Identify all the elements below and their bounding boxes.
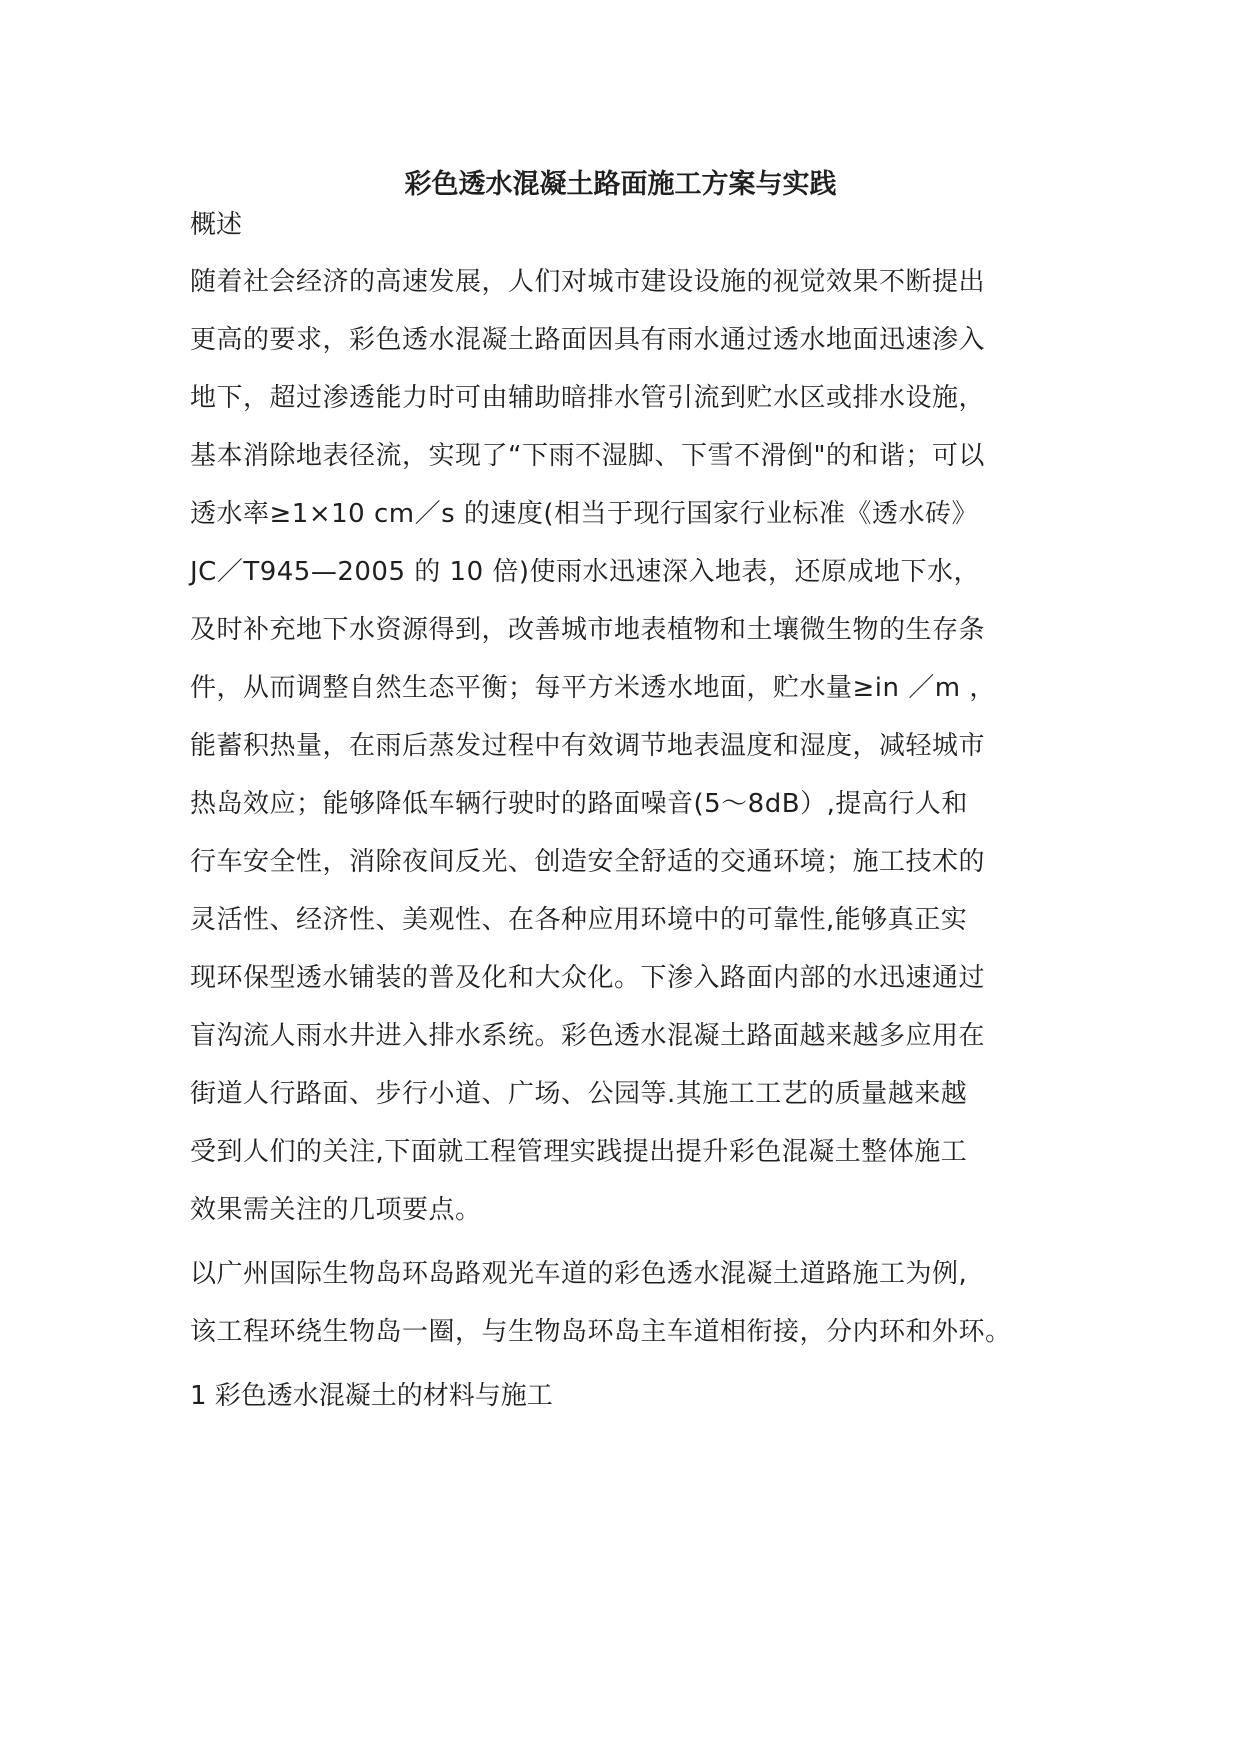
paragraph-line: 更高的要求，彩色透水混凝土路面因具有雨水通过透水地面迅速渗入 (190, 325, 986, 355)
paragraph-line: 件，从而调整自然生态平衡；每平方米透水地面，贮水量≥in ／m ， (190, 673, 996, 703)
paragraph-line: 该工程环绕生物岛一圈，与生物岛环岛主车道相衔接，分内环和外环。 (190, 1317, 1012, 1347)
document-title: 彩色透水混凝土路面施工方案与实践 (404, 169, 837, 200)
paragraph-line: 透水率≥1×10 cm／s 的速度(相当于现行国家行业标准《透水砖》 (190, 499, 979, 529)
paragraph-line: 及时补充地下水资源得到，改善城市地表植物和土壤微生物的生存条 (190, 615, 986, 645)
paragraph-line: 效果需关注的几项要点。 (190, 1195, 482, 1225)
paragraph-line: 基本消除地表径流，实现了“下雨不湿脚、下雪不滑倒"的和谐；可以 (190, 441, 985, 471)
paragraph-line: 以广州国际生物岛环岛路观光车道的彩色透水混凝土道路施工为例, (190, 1259, 968, 1289)
paragraph-line: 地下，超过渗透能力时可由辅助暗排水管引流到贮水区或排水设施， (190, 383, 986, 413)
paragraph-line: 受到人们的关注,下面就工程管理实践提出提升彩色混凝土整体施工 (190, 1137, 968, 1167)
heading-overview: 概述 (190, 210, 243, 240)
paragraph-line: 随着社会经济的高速发展，人们对城市建设设施的视觉效果不断提出 (190, 267, 986, 297)
heading-section-1: 1 彩色透水混凝土的材料与施工 (190, 1381, 553, 1411)
paragraph-line: JC／T945—2005 的 10 倍)使雨水迅速深入地表，还原成地下水， (190, 557, 981, 587)
paragraph-line: 热岛效应；能够降低车辆行驶时的路面噪音(5～8dB）,提高行人和 (190, 789, 968, 819)
paragraph-line: 灵活性、经济性、美观性、在各种应用环境中的可靠性,能够真正实 (190, 905, 968, 935)
paragraph-line: 现环保型透水铺装的普及化和大众化。下渗入路面内部的水迅速通过 (190, 963, 986, 993)
paragraph-line: 盲沟流人雨水井进入排水系统。彩色透水混凝土路面越来越多应用在 (190, 1021, 986, 1051)
paragraph-line: 行车安全性，消除夜间反光、创造安全舒适的交通环境；施工技术的 (190, 847, 986, 877)
paragraph-line: 能蓄积热量，在雨后蒸发过程中有效调节地表温度和湿度，减轻城市 (190, 731, 986, 761)
paragraph-line: 街道人行路面、步行小道、广场、公园等.其施工工艺的质量越来越 (190, 1079, 968, 1109)
